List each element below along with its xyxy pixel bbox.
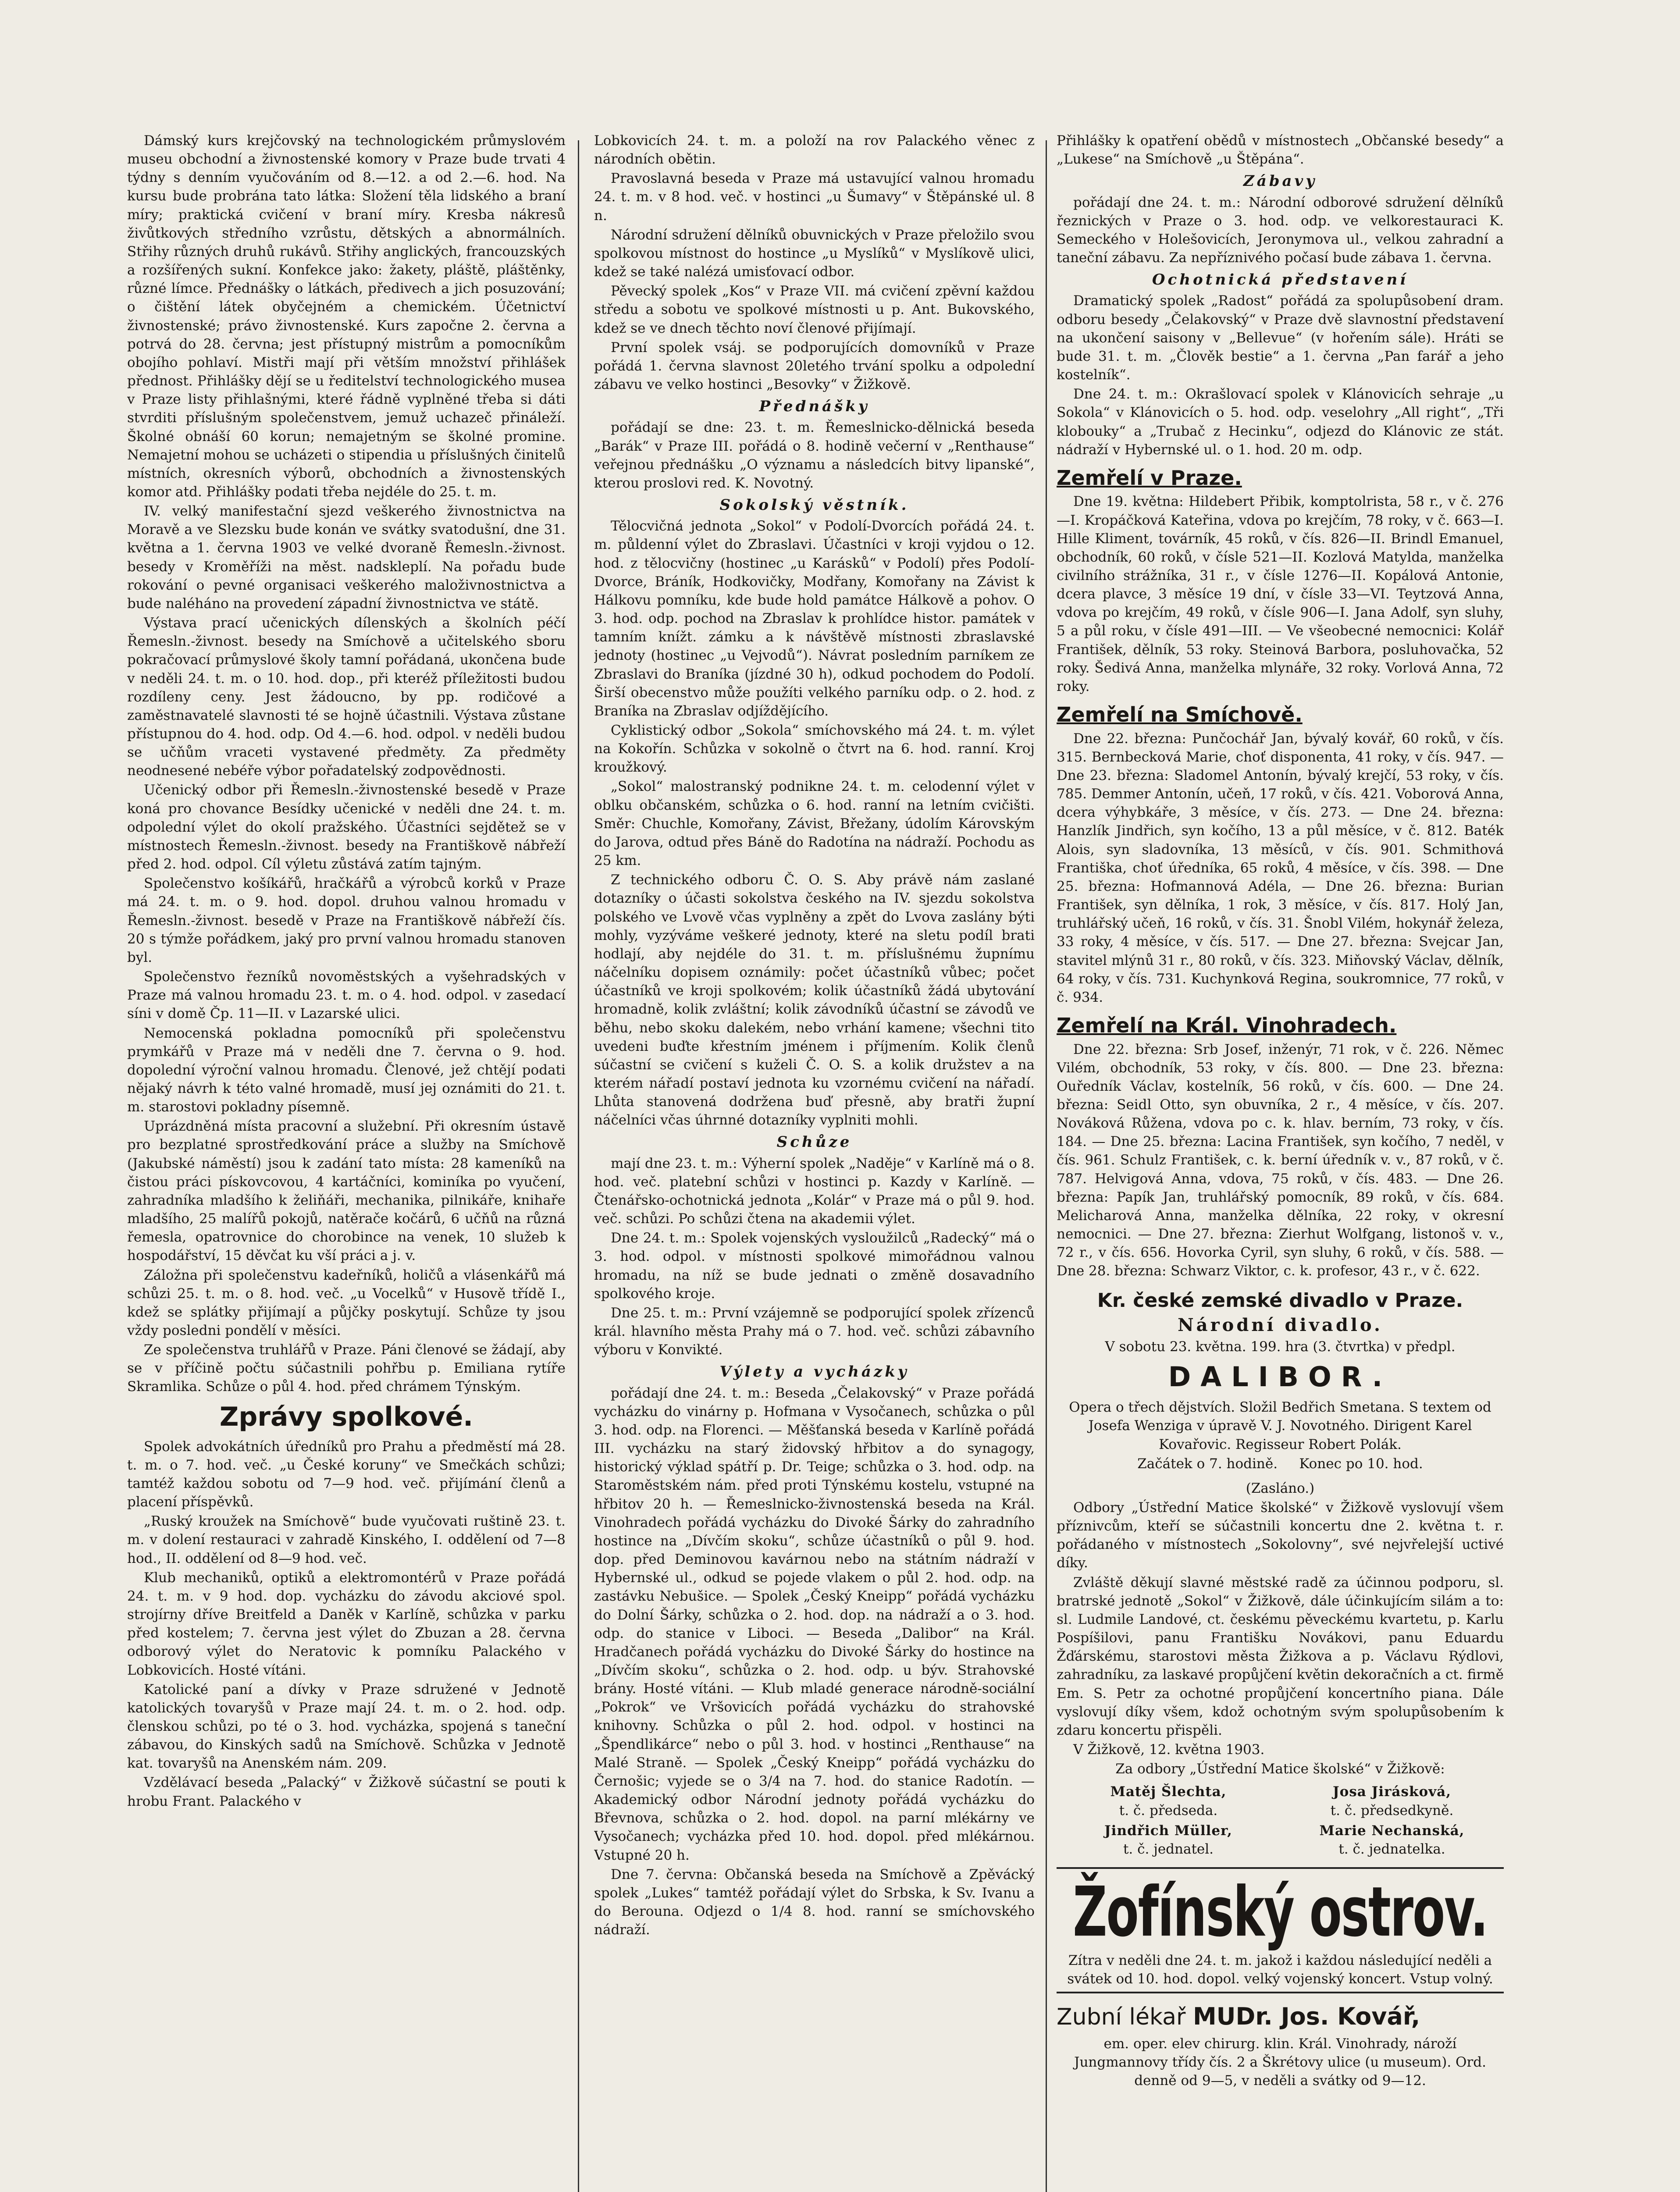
opera-title: DALIBOR. [1168, 1360, 1392, 1393]
article-trips-24: pořádají dne 24. t. m.: Beseda „Čelakovský“ v Praze pořádá vycházku do vinárny p. Hofmana v Vysočanech, schůzka o půl 3. hod. odp. na Florenci. — Měšťanská beseda v Karlíně pořádá III. vycházku na starý židovský hřbitov a do synagogy, historický výklad spátří p. Dr. Teige; schůzka o 3. hod. odp. na Staroměstském nám. před proti Týnskému kostelu, vstupné na hřbitov 20 h. — Řemeslnicko-živnostenská beseda na Král. Vinohradech pořádá vycházku do Divoké Šárky do zahradního hostince na „Dívčím skoku“, schůze účastníků o půl 9. hod. dop. před Deminovou kavárnou nebo na státním nádraží v Hybernské ul., odkud se pojede vlakem o půl 2. hod. odp. na zastávku Nebušice. — Spolek „Český Kneipp“ pořádá vycházku do Dolní Šárky, schůzka o 2. hod. dop. na nádraží a o 3. hod. odp. do stanice v Liboci. — Beseda „Dalibor“ na Král. Hradčanech pořádá vycházku do Divoké Šárky do hostince na „Dívčím skoku“, schůzka o 2. hod. odp. u býv. Strahovské brány. Hosté vítáni. — Klub mladé generace národně-sociální „Pokrok“ ve Vršovicích pořádá vycházku do strahovské knihovny. Schůzka o půl 2. hod. odpol. v hostinci na „Špendlikárce“ nebo o půl 3. hod. v hostinci „Renthause“ na Malé Straně. — Spolek „Český Kneipp“ pořádá vycházku do Černošic; vyjede se o 3/4 na 7. hod. do stanice Radotín. — Akademický odbor Národní jednoty pořádá vycházku do Břevnova, schůzka o 2. hod. dopol. na parní mlékárny ve Vysočanech; vycházka před 10. hod. dopol. před mlékárnou. Vstupné 20 h. [594, 1385, 1035, 1863]
column-rule [578, 140, 579, 2192]
article-continuation: Přihlášky k opatření obědů v místnostech „Občanské besedy“ a „Lukese“ na Smíchově „u Štěpána“. [1057, 133, 1504, 167]
section-heading-meetings: Schůze [776, 1133, 852, 1151]
section-heading-clubs: Zprávy spolkové. [219, 1401, 473, 1432]
article-carpenters: Ze společenstva truhlářů v Praze. Páni členové se žádají, aby se v příčině počtu súčastnili pohřbu p. Emiliana rytíře Skramlika. Schůze o půl 4. hod. před chrámem Týnským. [127, 1342, 566, 1395]
theatre-heading: Kr. české zemské divadlo v Praze. [1097, 1289, 1463, 1312]
article-sokol-malostransky: „Sokol“ malostranský podnikne 24. t. m. celodenní výlet v oblku občanském, schůzka o 6. hod. ranní na letním cvičišti. Směr: Chuchle, Komořany, Závist, Břežany, údolím Károvským do Jarova, odtud přes Báně do Radotína na nádraží. Pochodu as 25 km. [594, 779, 1035, 869]
article-radost-theatre: Dramatický spolek „Radost“ pořádá za spolupůsobení dram. odboru besedy „Čelakovský“ v Praze dvě slavnostní představení na ukončení saisony v „Bellevue“ (v hořením sále). Hráti se bude 31. t. m. „Člověk bestie“ a 1. června „Pan farář a jeho kostelník“. [1057, 293, 1504, 383]
section-heading-amateur-theatre: Ochotnická představení [1152, 271, 1409, 289]
article-mechanics-club: Klub mechaniků, optiků a elektromontérů v Praze pořádá 24. t. m. v 9 hod. dop. vycházku do závodu akciové spol. strojírny dříve Breitfeld a Daněk v Karlíně, schůzka v parku před kostelem; 7. června jest výlet do Zbuzan a 28. června odborový výlet do Neratovic k pomníku Palackého v Lobkovicích. Hosté vítáni. [127, 1569, 566, 1678]
signature-organization: Za odbory „Ústřední Matice školské“ v Žižkově: [1115, 1761, 1445, 1777]
article-janitors: První spolek vsáj. se podporujících domovníků v Praze pořádá 1. června slavnost 20letého trvání spolku a odpolední zábavu ve velko hostinci „Besovky“ v Žižkově. [594, 339, 1035, 393]
article-sokol-technical: Z technického odboru Č. O. S. Aby právě nám zaslané dotazníky o účasti sokolstva českého na IV. sjezdu sokolstva polského ve Lvově včas vyplněny a zpět do Lvova zaslány býti mohly, vyzýváme veškeré jednoty, které na sletu podíl brati hodlají, aby nejdéle do 31. t. m. příslušnému župnímu náčelníku dopisem oznámily: počet účastníků vůbec; počet účastníků ve kroji spolkovém; kolik účastníků žádá ubytování hromadně, kolik zvláštní; kolik závodníků účastní se závodů ve běhu, nebo skoku dalekém, nebo vrhání kamene; všechni tito uvedeni buďte křestním jménem i příjmením. Kolik členů súčastní se cvičení s kuželi Č. O. S. a kolik družstev a na kterém nářadí postaví jednota ku vzornému cvičení na nářadí. Lhůta stanovená dodržena buď přesně, aby bratři župní náčelníci včas úhrnné dotazníky vyplniti mohli. [594, 872, 1035, 1128]
advert-zofin [1057, 1867, 1504, 1993]
article-meetings-25: Dne 25. t. m.: První vzájemně se podporující spolek zřízenců král. hlavního města Prahy má o 7. hod. več. schůzi zábavního výboru v Konvikté. [594, 1305, 1035, 1358]
article-catholic-women: Katolické paní a dívky v Praze sdružené v Jednotě katolických tovaryšů v Praze mají 24. t. m. o 2. hod. odp. členskou schůzi, po té o 3. hod. vycházka, spojená s taneční zábavou, do Kinských sadů na Smíchově. Schůzka v Jednotě kat. tovaryšů na Anenském nám. 209. [127, 1681, 566, 1772]
deaths-prague-list: Dne 19. května: Hildebert Přibik, komptolrista, 58 r., v č. 276—I. Kropáčková Kateřina, vdova po krejčím, 78 roky, v č. 663—I. Hille Kliment, továrník, 45 roků, v čís. 826—II. Brindl Emanuel, obchodník, 60 roků, v čísle 521—II. Kozlová Matylda, manželka civilního strážníka, 31 r., v čísle 1276—II. Kopálová Antonie, dcera plavce, 3 měsíce 19 dní, v čísle 33—VI. Teytzová Anna, vdova po krejčím, 49 roků, v čísle 906—I. Jana Adolf, syn sluhy, 5 a půl roku, v čísle 491—III. — Ve všeobecné nemocnici: Kolář František, dělník, 53 roky. Steinová Barbora, posluhovačka, 52 roky. Šedivá Anna, manželka mlynáře, 32 roky. Vorlová Anna, 72 roky. [1057, 494, 1504, 694]
article-apprentice-exhibition: Výstava prací učenických dílenských a školních péčí Řemesln.-živnost. besedy na Smíchově a učitelského sboru pokračovací průmyslové školy tamní pořádaná, ukončena bude v neděli 24. t. m. o 10. hod. dop., při kteréž příležitosti budou rozdíleny ceny. Jest žádoucno, by pp. rodičové a zaměstnavatelé slavnosti té se hojně účastnili. Výstava zůstane přístupnou do 4. hod. odp. Od 4.—6. hod. odpol. v neděli budou se učňům vraceti vystavené předměty. Za předměty neodnesené nebéře výbor pořadatelský zodpovědnosti. [127, 615, 566, 779]
signer: Matěj Šlechta, t. č. předseda. [1110, 1784, 1227, 1818]
article-basketmakers: Společenstvo košíkářů, hračkářů a výrobců korků v Praze má 24. t. m. o 9. hod. dopol. druhou valnou hromadu v Řemesln.-živnost. besedě v Praze na Františkově nábřeží čís. 20 s týmže pořádkem, jaký pro první valnou hromadu stanoven byl. [127, 875, 566, 965]
section-heading-parties: Zábavy [1243, 172, 1317, 190]
signer: Jindřich Müller, t. č. jednatel. [1104, 1822, 1232, 1857]
article-sokol-podoli: Tělocvičná jednota „Sokol“ v Podolí-Dvorcích pořádá 24. t. m. půldenní výlet do Zbraslavi. Účastníci v kroji vyjdou o 12. hod. z tělocvičny (hostinec „u Karásků“ v Podolí) přes Podolí-Dvorce, Bráník, Hodkovičky, Modřany, Komořany na Závist k Hálkovu pomníku, kde bude hold památce Hálkově a pohov. O 3. hod. odp. pochod na Zbraslav k prohlídce histor. památek v tamním knížt. zámku a k návštěvě místnosti zbraslavské jednoty (hostinec „u Vejvodů“). Návrat posledním parníkem ze Zbraslavi do Braníka (jízdné 30 h), odkud pochodem do Podolí. Širší obecenstvo může použíti velkého parníku odp. o 2. hod. z Braníka na Zbraslav odjíždějícího. [594, 518, 1035, 719]
article-russian-circle: „Ruský kroužek na Smíchově“ bude vyučovati ruštině 23. t. m. v dolení restauraci v zahradě Kinského, I. oddělení od 7—8 hod., II. oddělení od 8—9 hod. več. [127, 1513, 566, 1566]
advert-zofin-title: Žofínský ostrov. [1073, 1872, 1488, 1952]
signer: Marie Nechanská, t. č. jednatelka. [1319, 1822, 1465, 1857]
article-orthodox-society: Pravoslavná beseda v Praze má ustavující valnou hromadu 24. t. m. v 8 hod. več. v hostinci „u Šumavy“ v Štěpánské ul. 8 n. [594, 171, 1035, 224]
sent-in-label: (Zasláno.) [1246, 1480, 1315, 1496]
theatre-subheading: Národní divadlo. [1178, 1315, 1383, 1336]
heading-deaths-prague: Zemřelí v Praze. [1057, 466, 1242, 490]
theatre-date-line: V sobotu 23. května. 199. hra (3. čtvrtka) v předpl. [1105, 1338, 1456, 1355]
column-middle [594, 132, 1035, 2192]
signatures [1057, 1782, 1504, 1859]
deaths-smichov-list: Dne 22. března: Punčochář Jan, bývalý kovář, 60 roků, v čís. 315. Bernbecková Marie, choť disponenta, 41 roky, v čís. 947. — Dne 23. března: Sladomel Antonín, bývalý krejčí, 53 roky, v čís. 785. Demmer Antonín, učeň, 17 roků, v čís. 421. Voborová Anna, dcera výhybkáře, 3 měsíce, v čís. 273. — Dne 24. března: Hanzlík Jindřich, syn kočího, 13 a půl měsíce, v č. 812. Baték Alois, syn sladovníka, 13 měsíců, v čís. 901. Schmithová Františka, choť úředníka, 65 roků, 4 měsíce, v čís. 398. — Dne 25. března: Hofmannová Adéla, — Dne 26. března: Burian František, syn dělníka, 1 rok, 3 měsíce, v čís. 817. Holý Jan, truhlářský učeň, 16 roků, v čís. 31. Šnobl Vilém, hokynář železa, 33 roky, 4 měsíce, v čís. 517. — Dne 27. března: Svejcar Jan, stavitel mlýnů 31 r., 80 roků, v čís. 323. Miňovský Václav, dělník, 64 roky, v čís. 731. Kuchynková Regina, soukromnice, 77 roků, v č. 934. [1057, 730, 1504, 1005]
article-meetings-23: mají dne 23. t. m.: Výherní spolek „Naděje“ v Karlíně má o 8. hod. več. platební schůzi v hostinci p. Kazdy v Karlíně. — Čtenářsko-ochotnická jednota „Kolár“ v Praze má o půl 9. hod. več. schůzi. Po schůzi čtena na akademii výlet. [594, 1155, 1035, 1227]
section-heading-trips: Výlety a vycházky [719, 1363, 909, 1381]
section-heading-lectures: Přednášky [759, 398, 870, 416]
article-palacky-society: Vzdělávací beseda „Palacký“ v Žižkově súčastní se pouti k hrobu Frant. Palackého v [127, 1775, 566, 1809]
article-butchers-party: pořádají dne 24. t. m.: Národní odborové sdružení dělníků řeznických v Praze o 3. hod. odp. ve velkorestauraci K. Semeckého v Holešovicích, Jeronymova ul., velkou zahradní a taneční zábavu. Za nepříznivého počasí bude zábava 1. června. [1057, 194, 1504, 266]
article-sokol-cyclists: Cyklistický odbor „Sokola“ smíchovského má 24. t. m. výlet na Kokořín. Schůzka v sokolně o čtvrt na 6. hod. ranní. Kroj kroužkový. [594, 722, 1035, 776]
opera-times: Začátek o 7. hodině. Konec po 10. hod. [1137, 1455, 1423, 1472]
article-trades-congress: IV. velký manifestační sjezd veškerého živnostnictva na Moravě a ve Slezsku bude konán ve svátky svatodušní, dne 31. května a 1. června 1903 ve velké dvoraně Řemesln.-živnost. besedy v Kroměříži na měst. nadskleplí. Na pořadu bude rokování o pevné organisaci veškerého maloživnostnictva a bude naléháno na provedení západní živnostnictva ve státě. [127, 503, 566, 612]
thanks-paragraph-2: Zvláště děkují slavné městské radě za účinnou podporu, sl. bratrské jednotě „Sokol“ v Žižkově, dále účinkujícím silám a to: sl. Ludmile Landové, ct. českému pěveckému kvartetu, p. Karlu Pospíšilovi, panu Františku Novákovi, panu Eduardu Žďárskému, starostovi města Žižkova a p. Václavu Rýdlovi, zahradníku, za laskavé propůjčení květin dekoračních a ct. firmě Em. S. Petr za ochotné propůjčení koncertního piana. Dále vyslovují díky všem, kdož ochotným svým spolupůsobením k zdaru koncertu přispěli. [1057, 1574, 1504, 1738]
article-sick-fund: Nemocenská pokladna pomocníků při společenstvu prymkářů v Praze má v neděli dne 7. června o 9. hod. dopolední výroční valnou hromadu. Členové, jež chtějí podati nějaký návrh k této valné hromadě, musí jej oznámiti do 21. t. m. starostovi pokladny písemně. [127, 1025, 566, 1115]
article-butchers: Společenstvo řezníků novoměstských a vyšehradských v Praze má valnou hromadu 23. t. m. o 4. hod. odpol. v zasedací síni v domě Čp. 11—II. v Lazarské ulici. [127, 969, 566, 1022]
article-barbers-loan: Záložna při společenstvu kadeřníků, holičů a vlásenkářů má schůzi 25. t. m. o 8. hod. več. „u Vocelků“ v Husově třídě I., kdež se splátky přijímají a půjčky poskytují. Schůze ty jsou vždy posledni pondělí v měsíci. [127, 1267, 566, 1338]
thanks-paragraph-1: Odbory „Ústřední Matice školské“ v Žižkově vyslovují všem příznivcům, kteří se súčastnili koncertu dne 2. května t. r. pořádaného v místnostech „Sokolovny“, své nejvřelejší uctivé díky. [1057, 1500, 1504, 1571]
article-lecture-barak: pořádají se dne: 23. t. m. Řemeslnicko-dělnická beseda „Barák“ v Praze III. pořádá o 8. hodině večerní v „Renthause“ veřejnou přednášku „O významu a následcích bitvy lipanské“, kterou proslovi red. K. Novotný. [594, 420, 1035, 491]
article-meetings-24: Dne 24. t. m.: Spolek vojenských vysloužilců „Radecký“ má o 3. hod. odpol. v místnosti spolkové mimořádnou valnou hromadu, na níž se bude jednati o změně dosavadního spolkového kroje. [594, 1230, 1035, 1302]
advert-dentist-text: em. oper. elev chirurg. klin. Král. Vinohrady, nároží Jungmannovy třídy čís. 2 a Škrétovy ulice (u museum). Ord. denně od 9—5, v neděli a svátky od 9—12. [1074, 2036, 1486, 2089]
signer: Josa Jirásková, t. č. předsedkyně. [1330, 1784, 1454, 1818]
advert-dentist [1057, 2000, 1504, 2090]
heading-deaths-vinohrady: Zemřelí na Král. Vinohradech. [1057, 1013, 1397, 1037]
article-klanovice-play: Dne 24. t. m.: Okrašlovací spolek v Klánovicích sehraje „u Sokola“ v Klánovicích o 5. hod. odp. veselohry „All right“, „Tři klobouky“ a „Trubač z Hecinku“, odjezd do Klánovic ze stát. nádraží v Hybernské ul. o 1. hod. 20 m. odp. [1057, 386, 1504, 458]
article-shoemakers: Národní sdružení dělníků obuvnických v Praze přeložilo svou spolkovou místnost do hostince „u Myslíků“ v Myslíkově ulici, kdež se také nalézá umisťovací odbor. [594, 227, 1035, 280]
advert-zofin-text: Zítra v neděli dne 24. t. m. jakož i každou následující neděli a svátek od 10. hod. dopol. velký vojenský koncert. Vstup volný. [1067, 1952, 1493, 1987]
advert-dentist-heading: Zubní lékař MUDr. Jos. Kovář, [1057, 2003, 1420, 2031]
article-job-vacancies: Uprázdněná místa pracovní a služební. Při okresním ústavě pro bezplatné sprostředkování práce a služby na Smíchově (Jakubské náměstí) jsou k zadání tato místa: 28 kameníků na čistou práci pískovcovou, 4 kartáčníci, kominíka po vyučení, zahradníka mladšího k želiňáři, mechanika, pilnikáře, knihaře mladšího, 25 malířů pokojů, natěrače kočárů, 6 učňů na různá řemesla, opatrovnice do chorobince na venek, 10 služeb k hospodářství, 15 děvčat ku vší práci a j. v. [127, 1118, 566, 1264]
article-continuation: Lobkovicích 24. t. m. a položí na rov Palackého věnec z národních obětin. [594, 133, 1035, 167]
column-left [127, 132, 566, 2192]
column-rule [1046, 140, 1047, 2192]
article-lawyers-clerks: Spolek advokátních úředníků pro Prahu a předměstí má 28. t. m. o 7. hod. več. „u České koruny“ ve Smečkách schůzi; tamtéž každou sobotu od 7—9 hod. več. přijímání členů a placení příspěvků. [127, 1438, 566, 1510]
column-right [1057, 132, 1504, 2192]
article-apprentice-trip: Učenický odbor při Řemesln.-živnostenské besedě v Praze koná pro chovance Besídky učenické v neděli dne 24. t. m. odpolední výlet do okolí pražského. Účastníci sejdětež se v místnostech Řemesln.-živnost. besedy na Františkově nábřeží před 2. hod. odpol. Cíl výletu zůstává zatím tajným. [127, 782, 566, 872]
dateline: V Žižkově, 12. května 1903. [1073, 1742, 1265, 1758]
section-heading-sokol: Sokolský věstník. [719, 496, 909, 514]
article-choir-kos: Pěvecký spolek „Kos“ v Praze VII. má cvičení zpěvní každou středu a sobotu ve spolkové místnosti u p. Ant. Bukovského, kdež se ve dnech těchto noví členové přijímají. [594, 283, 1035, 336]
heading-deaths-smichov: Zemřelí na Smíchově. [1057, 703, 1303, 727]
article-trips-june7: Dne 7. června: Občanská beseda na Smíchově a Zpěvácký spolek „Lukes“ tamtéž pořádají výlet do Srbska, k Sv. Ivanu a do Berouna. Odjezd o 1/4 8. hod. ranní se smíchovského nádraží. [594, 1866, 1035, 1938]
opera-description: Opera o třech dějstvích. Složil Bedřich Smetana. S textem od Josefa Wenziga v úpravě V. J. Novotného. Dirigent Karel Kovařovic. Regisseur Robert Polák. [1069, 1399, 1491, 1452]
deaths-vinohrady-list: Dne 22. března: Srb Josef, inženýr, 71 rok, v č. 226. Němec Vilém, obchodník, 53 roky, v čís. 800. — Dne 23. března: Ouředník Václav, kostelník, 56 roků, v čís. 600. — Dne 24. března: Seidl Otto, syn obuvníka, 2 r., 4 měsíce, v čís. 207. Nováková Růžena, vdova po c. k. hlav. berním, 73 roky, v čís. 184. — Dne 25. března: Lacina František, syn kočího, 7 neděl, v čís. 961. Schulz František, c. k. berní úředník v. v., 87 roků, v č. 787. Helvigová Anna, vdova, 75 roků, v čís. 483. — Dne 26. března: Papík Jan, truhlářský pomocník, 89 roků, v čís. 684. Melicharová Anna, manželka dělníka, 22 roky, v okresní nemocnici. — Dne 27. března: Zierhut Wolfgang, listonoš v. v., 72 r., v čís. 656. Hovorka Cyril, syn sluhy, 6 roků, v čís. 588. — Dne 28. března: Schwarz Viktor, c. k. profesor, 43 r., v č. 622. [1057, 1041, 1504, 1279]
article-tailoring-course: Dámský kurs krejčovský na technologickém průmyslovém museu obchodní a živnostenské komory v Praze bude trvati 4 týdny s denním vyučováním od 8.—12. a od 2.—6. hod. Na kursu bude probrána tato látka: Složení těla lidského a braní míry; praktická cvičení v braní míry. Kresba nákresů živůtkových středního vzrůstu, dětských a abnormálních. Střihy různých druhů rukávů. Střihy anglických, francouzských a rozšířených sukní. Konfekce jako: žakety, pláště, pláštěnky, různé límce. Přednášky o látkách, předivech a jich posuzování; o čištění látek obyčejném a chemickém. Účetnictví živnostenské; právo živnostenské. Kurs započne 2. června a potrvá do 28. června; jest přístupný mistrům a pomocníkům obojího pohlaví. Mistři mají při větším množství přihlášek přednost. Přihlášky dějí se u ředitelství technologického musea v Praze listy přihlašnými, které řádně vyplněné třeba si dáti stvrditi příslušným společenstvem, jemuž uchazeč přináleží. Školné obnáší 60 korun; nemajetným se školné promine. Nemajetní mohou se ucházeti o stipendia u příslušných činitelů místních, okresních výborů, obchodních a živnostenských komor atd. Přihlášky podati třeba nejdéle do 25. t. m. [127, 133, 566, 500]
